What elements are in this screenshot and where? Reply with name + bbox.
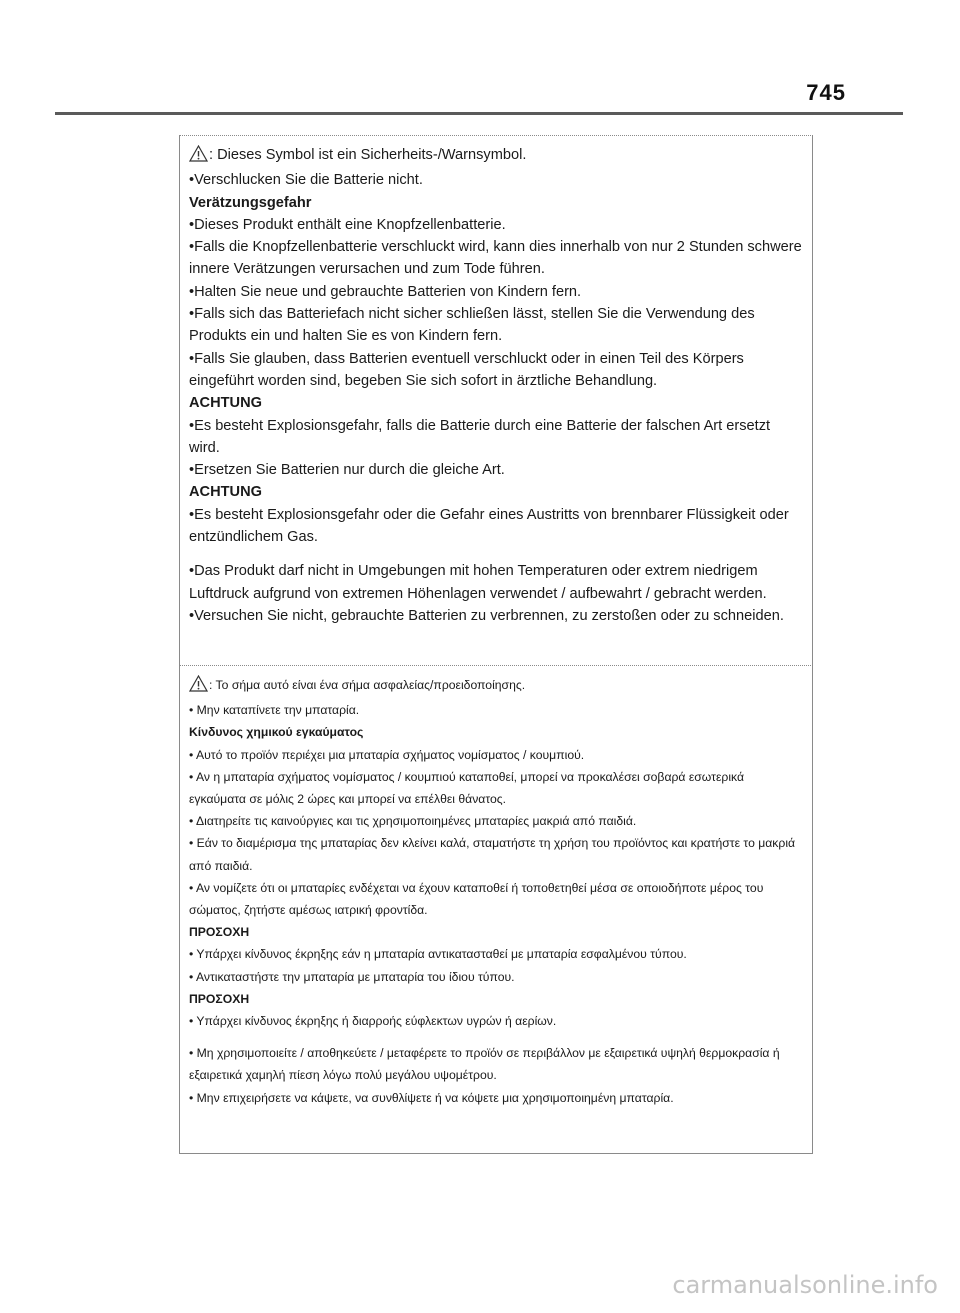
page-number: 745 [806, 80, 846, 105]
greek-line-no-burn: • Μην επιχειρήσετε να κάψετε, να συνθλίψετε ή να κόψετε μια χρησιμοποιημένη μπαταρία. [189, 1090, 674, 1105]
greek-line-compartment: • Εάν το διαμέρισμα της μπαταρίας δεν κλείνει καλά, σταματήστε τη χρήση του προϊόντος και κρατήστε το μακριά από παιδιά. [189, 836, 796, 873]
greek-heading-caution-2: ΠΡΟΣΟΧΗ [189, 991, 250, 1006]
german-spacer [189, 548, 803, 560]
german-line-swallow: •Verschlucken Sie die Batterie nicht. [189, 172, 423, 189]
greek-line-replace-same: • Αντικαταστήστε την μπαταρία με μπαταρία του ίδιου τύπου. [189, 969, 515, 984]
greek-line-environment: • Μη χρησιμοποιείτε / αποθηκεύετε / μεταφέρετε το προϊόν σε περιβάλλον με εξαιρετικά υψηλή θερμοκρασία ή εξαιρετικά χαμηλή πίεση λόγω πολύ μεγάλου υψομέτρου. [189, 1046, 780, 1083]
greek-line-keep-away: • Διατηρείτε τις καινούργιες και τις χρησιμοποιημένες μπαταρίες μακριά από παιδιά. [189, 814, 637, 829]
german-line-medical: •Falls Sie glauben, dass Batterien eventuell verschluckt oder in einen Teil des Körpers eingeführt worden sind, begeben Sie sich sofort in ärztliche Behandlung. [189, 350, 744, 389]
german-line-explosion-wrong-type: •Es besteht Explosionsgefahr, falls die Batterie durch eine Batterie der falschen Art ersetzt wird. [189, 417, 771, 456]
german-line-explosion-leak: •Es besteht Explosionsgefahr oder die Gefahr eines Austritts von brennbarer Flüssigkeit oder entzündlichem Gas. [189, 506, 789, 546]
greek-heading-chemical: Κίνδυνος χημικού εγκαύματος [189, 725, 364, 740]
header-divider [55, 112, 903, 115]
warning-triangle-icon [189, 675, 208, 699]
greek-spacer [189, 1032, 803, 1042]
german-line-compartment: •Falls sich das Batteriefach nicht sicher schließen lässt, stellen Sie die Verwendung des Produkts ein und halten Sie es von Kindern fern. [189, 306, 755, 345]
german-line-no-burn: •Versuchen Sie nicht, gebrauchte Batterien zu verbrennen, zu zerstoßen oder zu schneiden. [189, 607, 784, 624]
german-heading-caution-2: ACHTUNG [189, 484, 262, 501]
german-line-environment: •Das Produkt darf nicht in Umgebungen mit hohen Temperaturen oder extrem niedrigem Luftdruck aufgrund von extremen Höhenlagen verwendet / aufbewahrt / gebracht werden. [189, 563, 767, 602]
german-symbol-note [189, 136, 803, 169]
greek-line-if-swallowed: • Αν η μπαταρία σχήματος νομίσματος / κουμπιού καταποθεί, μπορεί να προκαλέσει σοβαρά εσωτερικά εγκαύματα σε μόλις 2 ώρες και μπορεί να επέλθει θάνατος. [189, 769, 745, 807]
german-line-replace-same: •Ersetzen Sie Batterien nur durch die gleiche Art. [189, 462, 505, 479]
greek-symbol-note [189, 666, 803, 699]
german-line-if-swallowed: •Falls die Knopfzellenbatterie verschluckt wird, kann dies innerhalb von nur 2 Stunden schwere innere Verätzungen verursachen und zum Tode führen. [189, 239, 802, 278]
greek-symbol-text: : Το σήμα αυτό είναι ένα σήμα ασφαλείας/προειδοποίησης. [209, 678, 526, 692]
greek-line-explosion-wrong-type: • Υπάρχει κίνδυνος έκρηξης εάν η μπαταρία αντικατασταθεί με μπαταρία εσφαλμένου τύπου. [189, 947, 687, 962]
greek-line-button-cell: • Αυτό το προϊόν περιέχει μια μπαταρία σχήματος νομίσματος / κουμπιού. [189, 747, 585, 762]
german-line-button-cell: •Dieses Produkt enthält eine Knopfzellenbatterie. [189, 216, 506, 233]
greek-warning-box [179, 666, 813, 1154]
greek-line-explosion-leak: • Υπάρχει κίνδυνος έκρηξης ή διαρροής εύφλεκτων υγρών ή αερίων. [189, 1014, 557, 1029]
german-heading-chemical: Verätzungsgefahr [189, 194, 312, 211]
german-heading-caution-1: ACHTUNG [189, 395, 262, 412]
german-warning-box [179, 135, 813, 666]
watermark-text: carmanualsonline.info [672, 1271, 938, 1299]
warning-triangle-icon [189, 145, 208, 169]
german-symbol-text: : Dieses Symbol ist ein Sicherheits-/Warnsymbol. [209, 147, 527, 163]
greek-line-swallow: • Μην καταπίνετε την μπαταρία. [189, 703, 360, 718]
german-line-keep-away: •Halten Sie neue und gebrauchte Batterien von Kindern fern. [189, 283, 582, 300]
greek-heading-caution-1: ΠΡΟΣΟΧΗ [189, 925, 250, 940]
greek-line-medical: • Αν νομίζετε ότι οι μπαταρίες ενδέχεται να έχουν καταποθεί ή τοποθετηθεί μέσα σε οποιοδήποτε μέρος του σώματος, ζητήστε αμέσως ιατρική φροντίδα. [189, 880, 764, 918]
